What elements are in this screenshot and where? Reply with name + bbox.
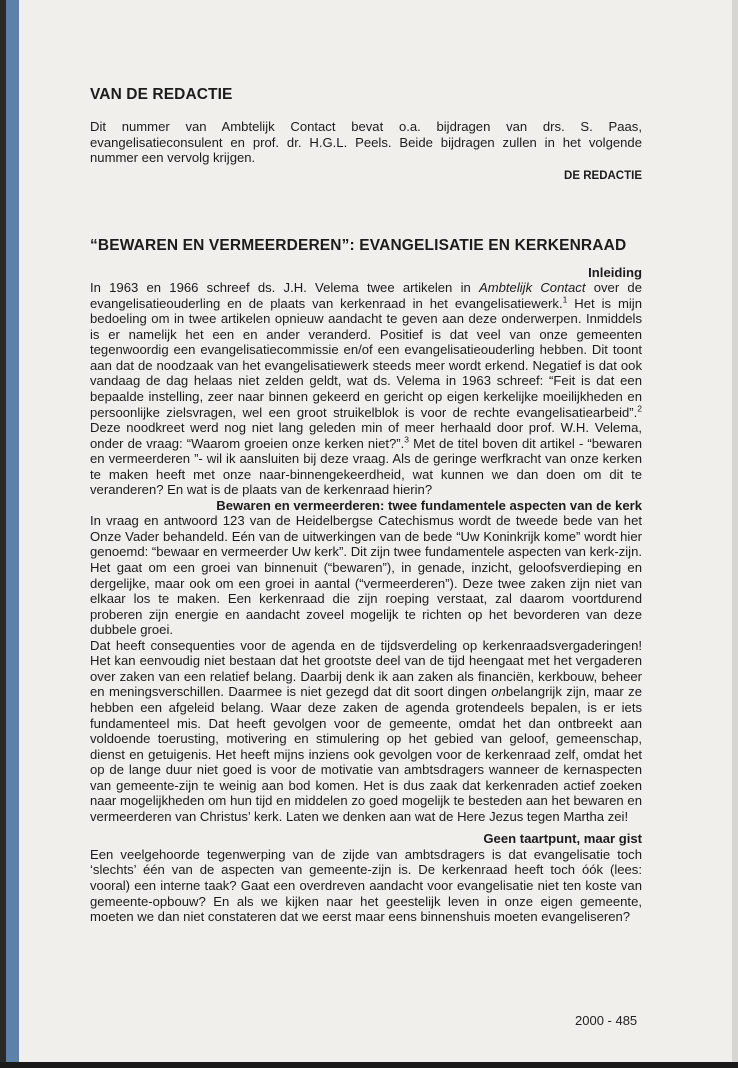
footnote-marker: 1 xyxy=(562,294,568,305)
text-run: belangrijk zijn, maar ze hebben een afgeleid belang. Waar deze zaken de agenda grotendeels bepalen, is er iets fundamenteel mis. Dat heeft gevolgen voor de gemeente, omdat het dan ontbreekt aan voldoende toerusting, motivering en stimulering op het gebied van geloof, gemeenschap, dienst en getuigenis. Het heeft mijns inziens ook gevolgen voor de kerkenraad zelf, omdat het op de lange duur niet goed is voor de motivatie van ambtsdragers wanneer de kernaspecten van gemeente-zijn te weinig aan bod komen. Het is dus zaak dat kerkenraden actief zoeken naar mogelijkheden om hun tijd en middelen zo goed mogelijk te besteden aan het bewaren en vermeerderen van Christus’ kerk. Laten we denken aan wat de Here Jezus tegen Martha zei! xyxy=(90,684,642,824)
editorial-body: Dit nummer van Ambtelijk Contact bevat o.a. bijdragen van drs. S. Paas, evangelisatieconsulent en prof. dr. H.G.L. Peels. Beide bijdragen zullen in het volgende nummer een vervolg krijgen. xyxy=(90,119,642,166)
taartpunt-paragraph: Een veelgehoorde tegenwerping van de zijde van ambtsdragers is dat evangelisatie toch ‘slechts’ één van de aspecten van gemeente-zijn is. De kerkenraad heeft toch óók (lees: vooral) een interne taak? Gaat een overdreven aandacht voor evangelisatie niet ten koste van gemeente-opbouw? En als we kijken naar het geestelijk leven in onze eigen gemeente, moeten we dan niet constateren dat we eerst maar eens binnenshuis moeten evangeliseren? xyxy=(90,846,642,925)
text-run: Met de titel boven dit artikel - “bewaren en vermeerderen ”- wil ik aansluiten bij deze vraag. Als de geringe werfkracht van onze kerken te maken heeft met onze naar-binnengekeerdheid, wat kunnen we dan doen om dit te veranderen? En wat is de plaats van de kerkenraad hierin? xyxy=(90,435,642,498)
text-run: Deze noodkreet werd nog niet lang geleden min of meer herhaald door prof. W.H. Velema, onder de vraag: “Waarom groeien onze kerken niet?”. xyxy=(90,420,642,451)
section-heading-bewaren: Bewaren en vermeerderen: twee fundamentele aspecten van de kerk xyxy=(216,497,642,513)
page-number: 2000 - 485 xyxy=(575,1013,638,1028)
text-run: Dat heeft consequenties voor de agenda en de tijdsverdeling op kerkenraadsvergaderingen! Het kan eenvoudig niet bestaan dat het grootste deel van de tijd heengaat met het vergaderen over zaken van een relatief belang. Daarbij denk ik aan zaken als financiën, kerkbouw, beheer en meningsverschillen. Daarmee is niet gezegd dat dit soort dingen xyxy=(90,637,642,700)
footnote-marker: 2 xyxy=(637,403,642,414)
inleiding-paragraph xyxy=(90,280,642,498)
page-content xyxy=(90,85,642,925)
emphasis-italic: on xyxy=(491,684,506,700)
text-run: In 1963 en 1966 schreef ds. J.H. Velema twee artikelen in xyxy=(90,280,479,296)
page-edge xyxy=(732,0,738,1068)
page-bottom-edge xyxy=(0,1062,738,1068)
editorial-signature: DE REDACTIE xyxy=(564,169,642,182)
binding-spine xyxy=(6,0,19,1062)
editorial-title: VAN DE REDACTIE xyxy=(90,86,233,103)
bewaren-paragraph-1: In vraag en antwoord 123 van de Heidelbergse Catechismus wordt de tweede bede van het Onze Vader behandeld. Eén van de uitwerkingen van de bede “Uw Koninkrijk kome” wordt hier genoemd: “bewaar en vermeerder Uw kerk”. Dit zijn twee fundamentele aspecten van kerk-zijn. Het gaat om een groei van binnenuit (“bewaren”), in genade, inzicht, geloofsverdieping en dergelijke, maar ook om een groei in aantal (“vermeerderen”). Deze twee zaken zijn niet van elkaar los te maken. Een kerkenraad die zijn roeping verstaat, zal daarom voortdurend proberen zijn energie en aandacht zoveel mogelijk te richten op het bevorderen van deze dubbele groei. xyxy=(90,513,642,638)
section-heading-inleiding: Inleiding xyxy=(588,264,642,280)
journal-title-italic: Ambtelijk Contact xyxy=(479,280,586,296)
bewaren-paragraph-2 xyxy=(90,638,642,825)
article-title: “BEWAREN EN VERMEERDEREN”: EVANGELISATIE EN KERKENRAAD xyxy=(90,236,627,254)
text-run: over de evangelisatieouderling en de plaats van kerkenraad in het evangelisatiewerk. xyxy=(90,280,642,311)
section-heading-taartpunt: Geen taartpunt, maar gist xyxy=(483,831,642,847)
article xyxy=(90,236,642,925)
text-run: Het is mijn bedoeling om in twee artikelen opnieuw aandacht te geven aan deze onderwerpen. Inmiddels is er namelijk het een en ander veranderd. Positief is dat veel van onze gemeenten tegenwoordig een evangelisatiecommissie en/of een evangelisatieouderling hebben. Dit toont aan dat de noodzaak van het evangelisatiewerk steeds meer wordt erkend. Negatief is dat ook vandaag de dag helaas niet zelden geldt, wat ds. Velema in 1963 schreef: “Feit is dat een bepaalde instelling, zeer naar binnen gekeerd en gericht op eigen kerkelijke moeilijkheden en persoonlijke zielsvragen, wel een groot struikelblok is voor de rechte evangelisatiearbeid”. xyxy=(90,295,642,420)
editorial-section xyxy=(90,85,642,183)
footnote-marker: 3 xyxy=(404,434,410,445)
